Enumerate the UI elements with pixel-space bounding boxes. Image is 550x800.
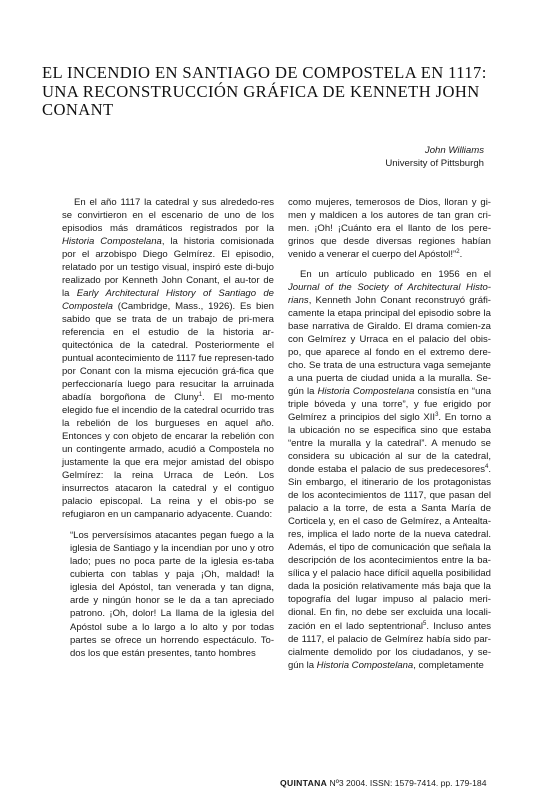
journal-citation: Nº3 2004. ISSN: 1579-7414. pp. 179-184 (327, 778, 487, 788)
journal-name: QUINTANA (280, 778, 328, 788)
text-span: (Cambridge, Mass., 1926). Es bien sabido que se trata de un trabajo de pri-mera referencia en el estudio de la historia ar-quitectónica de la catedral. Posteriormente el puntual acontecimiento de 1117 fue represen-tado por Conant con la misma ejecución grá-fica que perfeccionaría luego para resucitar la arruinada abadía borgoñona de Cluny (62, 301, 274, 404)
italic-title: Historia Compostelana (62, 236, 162, 248)
article-title (42, 64, 512, 120)
footnote-ref: 3 (435, 412, 439, 419)
footnote-ref: 4 (485, 464, 489, 471)
paragraph-conant (288, 268, 491, 671)
text-span: En el año 1117 la catedral y sus alrededo-res se convirtieron en el escenario de uno de los episodios más dramáticos registrados por la (62, 197, 274, 235)
text-span: . Incluso antes de 1117, el palacio de Gelmírez había sido par-cialmente demolido por los ciudadanos, y se-gún la (288, 620, 491, 671)
text-span: consistía en “una triple bóveda y una torre”, y fue erigido por Gelmírez a principios del siglo XII (288, 386, 492, 424)
text-span: . (459, 249, 463, 261)
italic-title: Journal of the Society of Architectural Histo-rians (288, 282, 491, 307)
title-line-1: EL INCENDIO EN SANTIAGO DE COMPOSTELA EN 1117: (42, 63, 487, 82)
text-span: , Kenneth John Conant reconstruyó gráfi-camente la etapa principal del episodio sobre la base narrativa de Giraldo. El drama comien-za con Gelmírez y Urraca en el palacio del obis-po, que aparece al fondo en el extremo dere-cho. Se trata de una estructura vaga semejante a una puerta de ciudad unida a la muralla. Se-gún la (288, 295, 491, 398)
author-affiliation: University of Pittsburgh (385, 157, 484, 169)
page-footer (280, 778, 487, 788)
author-name: John Williams (424, 145, 484, 156)
text-span: , la historia comisionada por el arzobispo Diego Gelmírez. El episodio, relatado por un testigo visual, inspiró este di-bujo realizado por Kenneth John Conant, el au-tor de la (62, 236, 274, 300)
italic-title: Early Architectural History of Santiago de Compostela (62, 288, 274, 313)
footnote-ref: 2 (456, 249, 460, 256)
title-line-2: UNA RECONSTRUCCIÓN GRÁFICA DE KENNETH JOHN (42, 81, 480, 101)
author-block (385, 145, 484, 170)
paragraph-intro (62, 196, 274, 521)
title-line-3: CONANT (42, 100, 114, 119)
footnote-ref: 5 (423, 620, 427, 627)
text-span: . En torno a la ubicación no se especifica sino que estaba “entre la muralla y la catedral”. A menudo se considera su ubicación al sur de la catedral, donde estaba el palacio de sus predecesores (288, 412, 491, 476)
text-span: . Sin embargo, el itinerario de los protagonistas de los acontecimientos de 1117, que pasan del palacio a la torre, de esta a Santa María de Corticela y, en el caso de Gelmírez, a Antealta-res, implica el lado norte de la nueva catedral. Además, el tipo de comunicación que señala la descripción de los acontecimientos entre la ba-sílica y el palacio hace difícil aquella posibilidad dada la posición relativamente más baja que la topografía del lugar impuso al palacio meri-dional. En fin, no debe ser excluida una locali-zación en el lado septentrional (288, 464, 491, 632)
italic-title: Historia Compostelana (316, 659, 414, 671)
text-span: . El mo-mento elegido fue el incendio de la catedral ocurrido tras la rebelión de los burgueses en aquel año. Entonces y con objeto de encarar la rebelión con un contingente armado, acudió a Compostela no justamente la que era mejor amistad del obispo Gelmírez: la reina Urraca de León. Los insurrectos atacaron la catedral y el contiguo palacio episcopal. La reina y el obis-po se refugiaron en un campanario adyacente. Cuando: (62, 392, 275, 521)
italic-title: Historia Compostelana (317, 386, 415, 398)
text-span: , completamente (413, 659, 484, 671)
text-span: En un artículo publicado en 1956 en el (300, 269, 491, 281)
block-quote: “Los perversísimos atacantes pegan fuego a la iglesia de Santiago y la incendian por uno y otro lado; pues no poca parte de la iglesia es-taba cubierta con tablas y paja ¡Oh, maldad! la iglesia del Apóstol, tan venerada y tan digna, arde y ningún honor se le da a tan apreciado patrono. ¡Oh, dolor! La llama de la iglesia del Apóstol sube a lo largo a lo alto y por todas partes se ofrece un horrendo espectáculo. To-dos los que están presentes, tanto hombres (70, 530, 274, 659)
quote-continuation (288, 196, 491, 261)
text-span: como mujeres, temerosos de Dios, lloran y gi-men y maldicen a los autores de tan gran cri-men. ¡Oh! ¡Cuánto era el llanto de los pere-grinos que desde diversas regiones habían venido a venerar el cuerpo del Apóstol!” (288, 197, 491, 261)
left-column (62, 196, 274, 660)
right-column (288, 196, 491, 672)
footnote-ref: 1 (198, 392, 203, 399)
